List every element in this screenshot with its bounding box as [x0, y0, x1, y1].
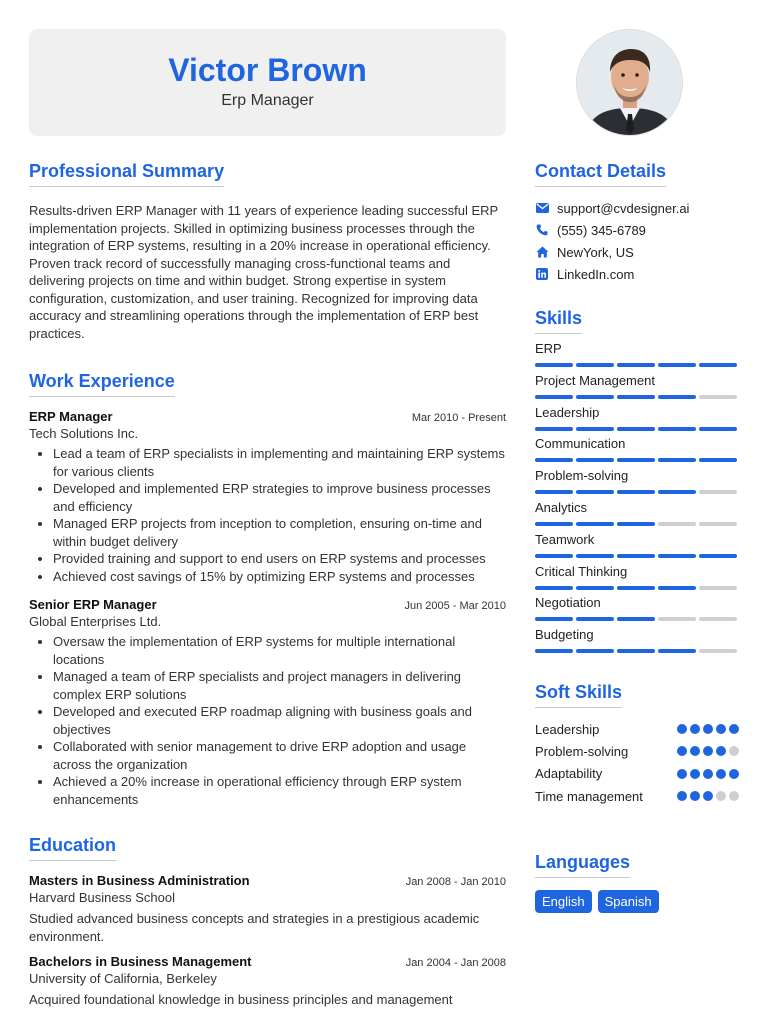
skill-level-bar — [535, 617, 739, 621]
skill-level-segment — [535, 395, 573, 399]
skill-item — [535, 434, 739, 466]
soft-skill-rating — [677, 769, 739, 779]
job-date: Mar 2010 - Present — [411, 412, 506, 424]
list-item: • Collaborated with senior management to drive ERP adoption and usage across the organization — [53, 738, 506, 773]
skill-level-segment — [576, 427, 614, 431]
skill-level-segment — [617, 554, 655, 558]
skill-name: Teamwork — [535, 531, 595, 547]
soft-skill-rating — [677, 724, 739, 734]
summary-text: Results-driven ERP Manager with 11 years of experience leading successful ERP implementation projects. Skilled in optimizing business processes through the integration of ERP systems, resulting in a 20% increase in operational efficiency. Proven track record of successfully managing cross-functional teams and delivering projects on time and within budget. Strong expertise in system configuration, customization, and user training. Recognized for improving data accuracy and streamlining operations through the implementation of ERP best practices. — [29, 203, 498, 341]
language-badge: English — [535, 890, 592, 913]
skill-item — [535, 562, 739, 594]
skill-level-segment — [658, 458, 696, 462]
education-date: Jan 2004 - Jan 2008 — [405, 957, 506, 969]
skill-level-segment — [617, 395, 655, 399]
skill-level-segment — [535, 363, 573, 367]
job-title: ERP Manager — [29, 409, 113, 424]
skill-level-bar — [535, 427, 739, 431]
job-bullets — [29, 633, 506, 808]
job-company: Global Enterprises Ltd. — [29, 614, 162, 629]
skill-item — [535, 403, 739, 435]
soft-skills-heading: Soft Skills — [535, 681, 622, 708]
skill-level-segment — [617, 586, 655, 590]
skill-level-segment — [576, 395, 614, 399]
skill-name: ERP — [535, 341, 562, 356]
rating-dot — [729, 746, 739, 756]
skill-level-bar — [535, 586, 739, 590]
rating-dot — [703, 724, 713, 734]
school-name: Harvard Business School — [29, 890, 175, 905]
job-entry — [29, 596, 506, 808]
skill-name: Problem-solving — [535, 468, 629, 484]
soft-skill-name: Problem-solving — [535, 743, 629, 759]
skill-level-segment — [699, 617, 737, 621]
skill-level-bar — [535, 490, 739, 494]
skill-level-segment — [576, 586, 614, 590]
skill-level-segment — [699, 586, 737, 590]
job-title: Senior ERP Manager — [29, 597, 157, 612]
skill-level-segment — [699, 554, 737, 558]
skill-level-segment — [576, 363, 614, 367]
skill-name: Negotiation — [535, 595, 601, 611]
skill-level-bar — [535, 522, 739, 526]
rating-dot — [703, 769, 713, 779]
list-item: • Achieved cost savings of 15% by optimizing ERP systems and processes — [53, 568, 506, 586]
skill-level-segment — [576, 458, 614, 462]
contact-email[interactable] — [535, 197, 739, 219]
skill-name: Budgeting — [535, 627, 594, 643]
contact-linkedin-text: LinkedIn.com — [557, 266, 635, 282]
skill-level-segment — [699, 395, 737, 399]
skill-name: Analytics — [535, 499, 588, 515]
soft-skill-item — [535, 785, 739, 807]
soft-skill-name: Adaptability — [535, 766, 603, 782]
rating-dot — [677, 769, 687, 779]
soft-skill-name: Leadership — [535, 721, 600, 737]
contact-location-text: NewYork, US — [557, 244, 634, 260]
skill-level-segment — [617, 363, 655, 367]
soft-skill-rating — [677, 746, 739, 756]
rating-dot — [716, 791, 726, 801]
list-item: • Developed and executed ERP roadmap aligning with business goals and objectives — [53, 703, 506, 738]
skill-level-segment — [617, 490, 655, 494]
skill-level-segment — [699, 490, 737, 494]
skill-level-segment — [658, 427, 696, 431]
skill-level-bar — [535, 554, 739, 558]
degree-title: Masters in Business Administration — [29, 873, 250, 888]
profile-photo — [576, 29, 683, 136]
languages-heading: Languages — [535, 851, 630, 878]
language-badge: Spanish — [598, 890, 659, 913]
list-item: • Achieved a 20% increase in operational efficiency through ERP system enhancements — [53, 773, 506, 808]
header-box — [29, 29, 506, 136]
soft-skill-item — [535, 718, 739, 740]
skill-level-segment — [699, 522, 737, 526]
soft-skill-item — [535, 740, 739, 762]
skill-level-segment — [658, 554, 696, 558]
rating-dot — [729, 724, 739, 734]
skill-level-segment — [699, 363, 737, 367]
skill-level-segment — [617, 522, 655, 526]
list-item: • Provided training and support to end users on ERP systems and processes — [53, 550, 506, 568]
skill-level-segment — [535, 649, 573, 653]
rating-dot — [677, 724, 687, 734]
skill-item — [535, 593, 739, 625]
experience-heading: Work Experience — [29, 370, 175, 397]
skill-level-bar — [535, 395, 739, 399]
phone-icon — [535, 223, 549, 237]
contact-email-text: support@cvdesigner.ai — [557, 200, 690, 216]
skill-level-segment — [617, 458, 655, 462]
rating-dot — [703, 746, 713, 756]
skill-name: Project Management — [535, 372, 655, 388]
skills-heading: Skills — [535, 307, 582, 334]
skill-level-segment — [658, 490, 696, 494]
list-item: • Oversaw the implementation of ERP systems for multiple international locations — [53, 633, 506, 668]
skill-level-segment — [576, 649, 614, 653]
summary-heading: Professional Summary — [29, 160, 224, 187]
list-item: • Managed ERP projects from inception to completion, ensuring on-time and within budget delivery — [53, 515, 506, 550]
list-item: • Managed a team of ERP specialists and project managers in delivering complex ERP solutions — [53, 668, 506, 703]
rating-dot — [677, 791, 687, 801]
education-heading: Education — [29, 834, 116, 861]
rating-dot — [729, 791, 739, 801]
skill-level-segment — [658, 617, 696, 621]
skill-level-segment — [617, 617, 655, 621]
envelope-icon — [535, 201, 549, 215]
job-company: Tech Solutions Inc. — [29, 426, 139, 441]
skill-level-segment — [617, 427, 655, 431]
rating-dot — [703, 791, 713, 801]
skill-item — [535, 625, 739, 657]
skill-level-segment — [576, 554, 614, 558]
list-item: • Developed and implemented ERP strategies to improve business processes and efficiency — [53, 480, 506, 515]
skill-name: Communication — [535, 436, 626, 452]
education-desc: Studied advanced business concepts and strategies in a prestigious academic environment. — [29, 911, 480, 944]
education-date: Jan 2008 - Jan 2010 — [405, 876, 506, 888]
skill-level-segment — [535, 522, 573, 526]
skill-level-segment — [576, 522, 614, 526]
skill-level-segment — [617, 649, 655, 653]
skill-level-segment — [535, 490, 573, 494]
skill-level-segment — [658, 363, 696, 367]
skill-level-segment — [658, 395, 696, 399]
main-column — [29, 160, 506, 1009]
soft-skill-rating — [677, 791, 739, 801]
skill-level-segment — [535, 427, 573, 431]
rating-dot — [690, 746, 700, 756]
skill-level-segment — [658, 522, 696, 526]
skill-level-segment — [535, 458, 573, 462]
soft-skills-list — [535, 718, 739, 807]
languages-list — [535, 890, 739, 913]
skill-level-segment — [699, 458, 737, 462]
rating-dot — [716, 769, 726, 779]
contact-list — [535, 197, 739, 285]
home-icon — [535, 245, 549, 259]
skill-item — [535, 371, 739, 403]
job-entry — [29, 408, 506, 585]
soft-skill-item — [535, 763, 739, 785]
skill-item — [535, 530, 739, 562]
job-date: Jun 2005 - Mar 2010 — [404, 600, 506, 612]
contact-heading: Contact Details — [535, 160, 666, 187]
rating-dot — [716, 724, 726, 734]
skill-level-segment — [576, 617, 614, 621]
skill-item — [535, 466, 739, 498]
education-entry — [29, 872, 506, 945]
candidate-title: Erp Manager — [221, 92, 314, 109]
job-bullets — [29, 445, 506, 585]
skill-level-bar — [535, 458, 739, 462]
rating-dot — [690, 791, 700, 801]
skill-level-bar — [535, 363, 739, 367]
skill-level-segment — [535, 554, 573, 558]
education-entry — [29, 953, 506, 1009]
degree-title: Bachelors in Business Management — [29, 954, 252, 969]
skill-level-bar — [535, 649, 739, 653]
list-item: • Lead a team of ERP specialists in implementing and maintaining ERP systems for various clients — [53, 445, 506, 480]
skill-item — [535, 339, 739, 371]
rating-dot — [690, 724, 700, 734]
linkedin-icon — [535, 267, 549, 281]
rating-dot — [690, 769, 700, 779]
skill-name: Critical Thinking — [535, 563, 628, 579]
skill-level-segment — [699, 649, 737, 653]
education-desc: Acquired foundational knowledge in business principles and management — [29, 992, 453, 1007]
contact-location — [535, 241, 739, 263]
skill-name: Leadership — [535, 404, 600, 420]
rating-dot — [716, 746, 726, 756]
skill-level-segment — [658, 649, 696, 653]
rating-dot — [677, 746, 687, 756]
contact-phone[interactable] — [535, 219, 739, 241]
skills-list — [535, 339, 739, 657]
contact-phone-text: (555) 345-6789 — [557, 222, 646, 238]
skill-level-segment — [535, 586, 573, 590]
school-name: University of California, Berkeley — [29, 971, 217, 986]
skill-level-segment — [658, 586, 696, 590]
skill-level-segment — [535, 617, 573, 621]
skill-level-segment — [699, 427, 737, 431]
contact-linkedin[interactable] — [535, 263, 739, 285]
sidebar-column — [535, 160, 739, 913]
skill-level-segment — [576, 490, 614, 494]
soft-skill-name: Time management — [535, 788, 643, 804]
candidate-name: Victor Brown — [168, 52, 367, 88]
skill-item — [535, 498, 739, 530]
rating-dot — [729, 769, 739, 779]
